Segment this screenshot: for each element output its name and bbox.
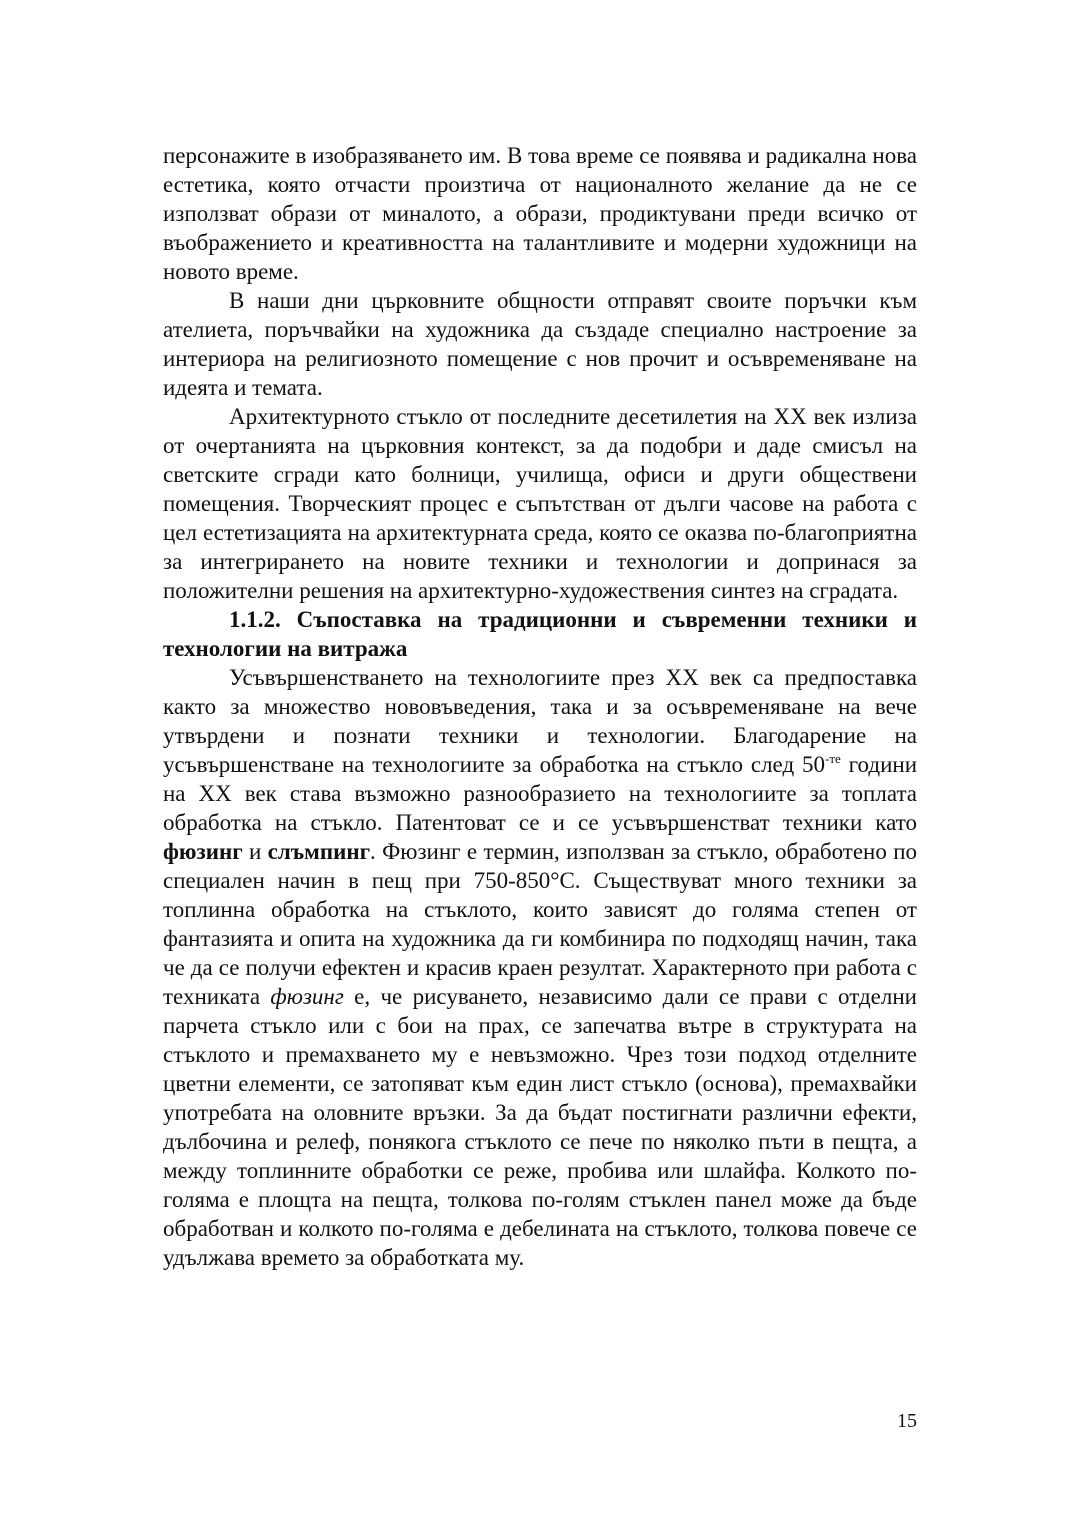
document-page (163, 141, 917, 1272)
paragraph-text-3: и (242, 839, 268, 864)
paragraph-text-2: години на ХХ век става възможно разнообразието на технологиите за топлата обработка на стъкло. Патентоват се и се усъвършенстват техники като (163, 752, 918, 835)
paragraph-text-4: . Фюзинг е термин, използван за стъкло, обработено по специален начин в пещ при 750-850°С. Съществуват много техники за топлинна обработка на стъклото, които зависят до голяма степен от фантазията и опита на художника да ги комбинира по подходящ начин, така че да се получи ефектен и красив краен резултат. Характерното при работа с техниката (163, 839, 917, 1009)
paragraph-text-1: Усъвършенстването на технологиите през ХХ век са предпоставка както за множество нововъведения, така и за осъвременяване на вече утвърдени и познати техники и технологии. Благодарение на усъвършенстване на технологиите за обработка на стъкло след 50 (163, 665, 917, 777)
page-number: 15 (897, 1410, 917, 1432)
paragraph-technology-improvement (163, 663, 917, 1272)
paragraph-text-5: е, че рисуването, независимо дали се прави с отделни парчета стъкло или с бои на прах, се запечатва вътре в структурата на стъклото и премахването му е невъзможно. Чрез този подход отделните цветни елементи, се затопяват към един лист стъкло (основа), премахвайки употребата на оловните връзки. За да бъдат постигнати различни ефекти, дълбочина и релеф, понякога стъклото се пече по няколко пъти в пещта, а между топлинните обработки се реже, пробива или шлайфа. Колкото по-голяма е площта на пещта, толкова по-голям стъклен панел може да бъде обработван и колкото по-голяма е дебелината на стъклото, толкова повече се удължава времето за обработката му. (163, 984, 917, 1270)
italic-term-fusing: фюзинг (270, 984, 344, 1009)
section-heading: 1.1.2. Съпоставка на традиционни и съвременни техники и технологии на витража (163, 607, 917, 661)
paragraph-architectural-glass: Архитектурното стъкло от последните десетилетия на ХХ век излиза от очертанията на църковния контекст, за да подобри и даде смисъл на светските сгради като болници, училища, офиси и други обществени помещения. Творческият процес е съпътстван от дълги часове на работа с цел естетизацията на архитектурната среда, която се оказва по-благоприятна за интегрирането на новите техники и технологии и допринася за положителни решения на архитектурно-художествения синтез на сградата. (163, 404, 917, 603)
bold-term-slumping: слъмпинг (267, 839, 371, 864)
ordinal-superscript: -те (825, 751, 841, 766)
paragraph-continued: персонажите в изобразяването им. В това време се появява и радикална нова естетика, която отчасти произтича от националното желание да не се използват образи от миналото, а образи, продиктувани преди всичко от въображението и креативността на талантливите и модерни художници на новото време. (163, 143, 917, 284)
paragraph-church-commissions: В наши дни църковните общности отправят своите поръчки към ателиета, поръчвайки на художника да създаде специално настроение за интериора на религиозното помещение с нов прочит и осъвременяване на идеята и темата. (163, 288, 917, 400)
bold-term-fusing: фюзинг (163, 839, 243, 864)
